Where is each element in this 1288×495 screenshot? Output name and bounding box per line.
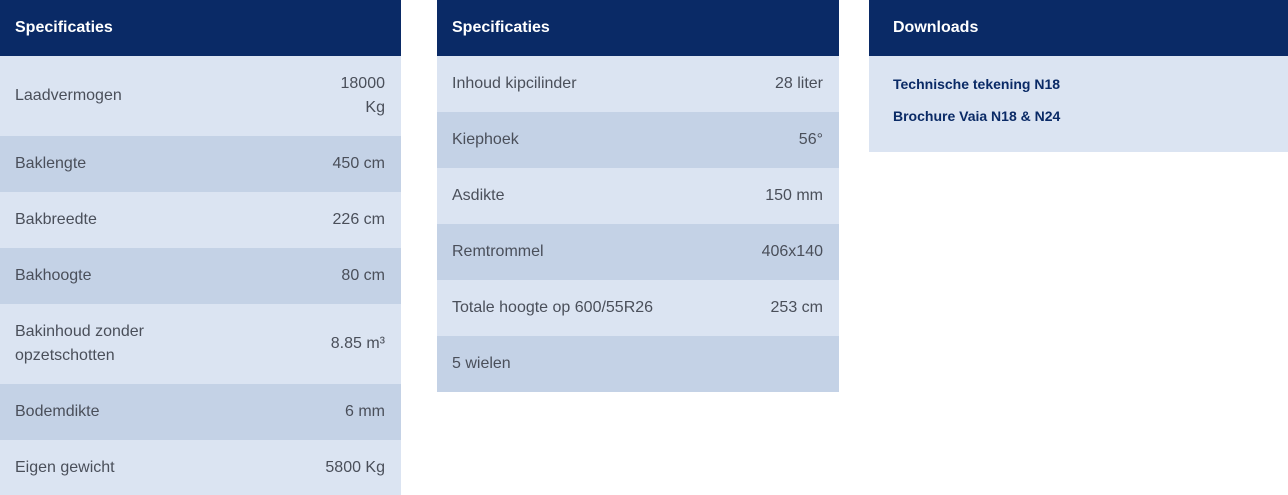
downloads-panel (869, 0, 1288, 152)
spec-label: Asdikte (452, 187, 505, 204)
panel-title: Specificaties (437, 0, 839, 56)
spec-row (0, 304, 401, 384)
spec-value: 5800 Kg (325, 459, 385, 476)
spec-value: 450 cm (332, 155, 385, 172)
spec-row (437, 168, 839, 224)
spec-row (437, 336, 839, 392)
spec-label: Bakbreedte (15, 211, 97, 228)
spec-label: Bakhoogte (15, 267, 92, 284)
spec-value: 150 mm (765, 187, 823, 204)
spec-label: Totale hoogte op 600/55R26 (452, 299, 654, 316)
spec-label: Bodemdikte (15, 403, 100, 420)
spec-label: Eigen gewicht (15, 459, 115, 476)
spec-row (0, 248, 401, 304)
spec-value: 226 cm (332, 211, 385, 228)
spec-label: 5 wielen (452, 355, 511, 372)
download-link-brochure[interactable]: Brochure Vaia N18 & N24 (893, 108, 1061, 124)
specifications-panel-1 (0, 0, 401, 495)
spec-row (0, 136, 401, 192)
panel-title: Specificaties (0, 0, 401, 56)
spec-label: Remtrommel (452, 243, 544, 260)
spec-row (437, 224, 839, 280)
spec-row (0, 440, 401, 495)
downloads-list (869, 56, 1288, 152)
spec-label: Baklengte (15, 155, 87, 172)
spec-row (0, 384, 401, 440)
spec-label: Kiephoek (452, 131, 519, 148)
spec-value: 80 cm (341, 267, 385, 284)
spec-row (437, 280, 839, 336)
spec-row (0, 56, 401, 136)
spec-value: 253 cm (770, 299, 823, 316)
spec-label: Laadvermogen (15, 87, 122, 104)
spec-value: 56° (798, 131, 823, 148)
spec-row (437, 112, 839, 168)
spec-label: Bakinhoud zonder opzetschotten (15, 323, 144, 364)
spec-value: 8.85 m³ (330, 335, 385, 352)
spec-value: 28 liter (774, 75, 823, 92)
spec-value: 18000 Kg (340, 75, 385, 116)
spec-label: Inhoud kipcilinder (452, 75, 577, 92)
spec-value: 406x140 (761, 243, 823, 260)
download-link-technical-drawing[interactable]: Technische tekening N18 (893, 76, 1061, 92)
spec-row (0, 192, 401, 248)
panel-title: Downloads (869, 0, 1288, 56)
spec-row (437, 56, 839, 112)
spec-value: 6 mm (345, 403, 385, 420)
specifications-panel-2 (437, 0, 839, 392)
